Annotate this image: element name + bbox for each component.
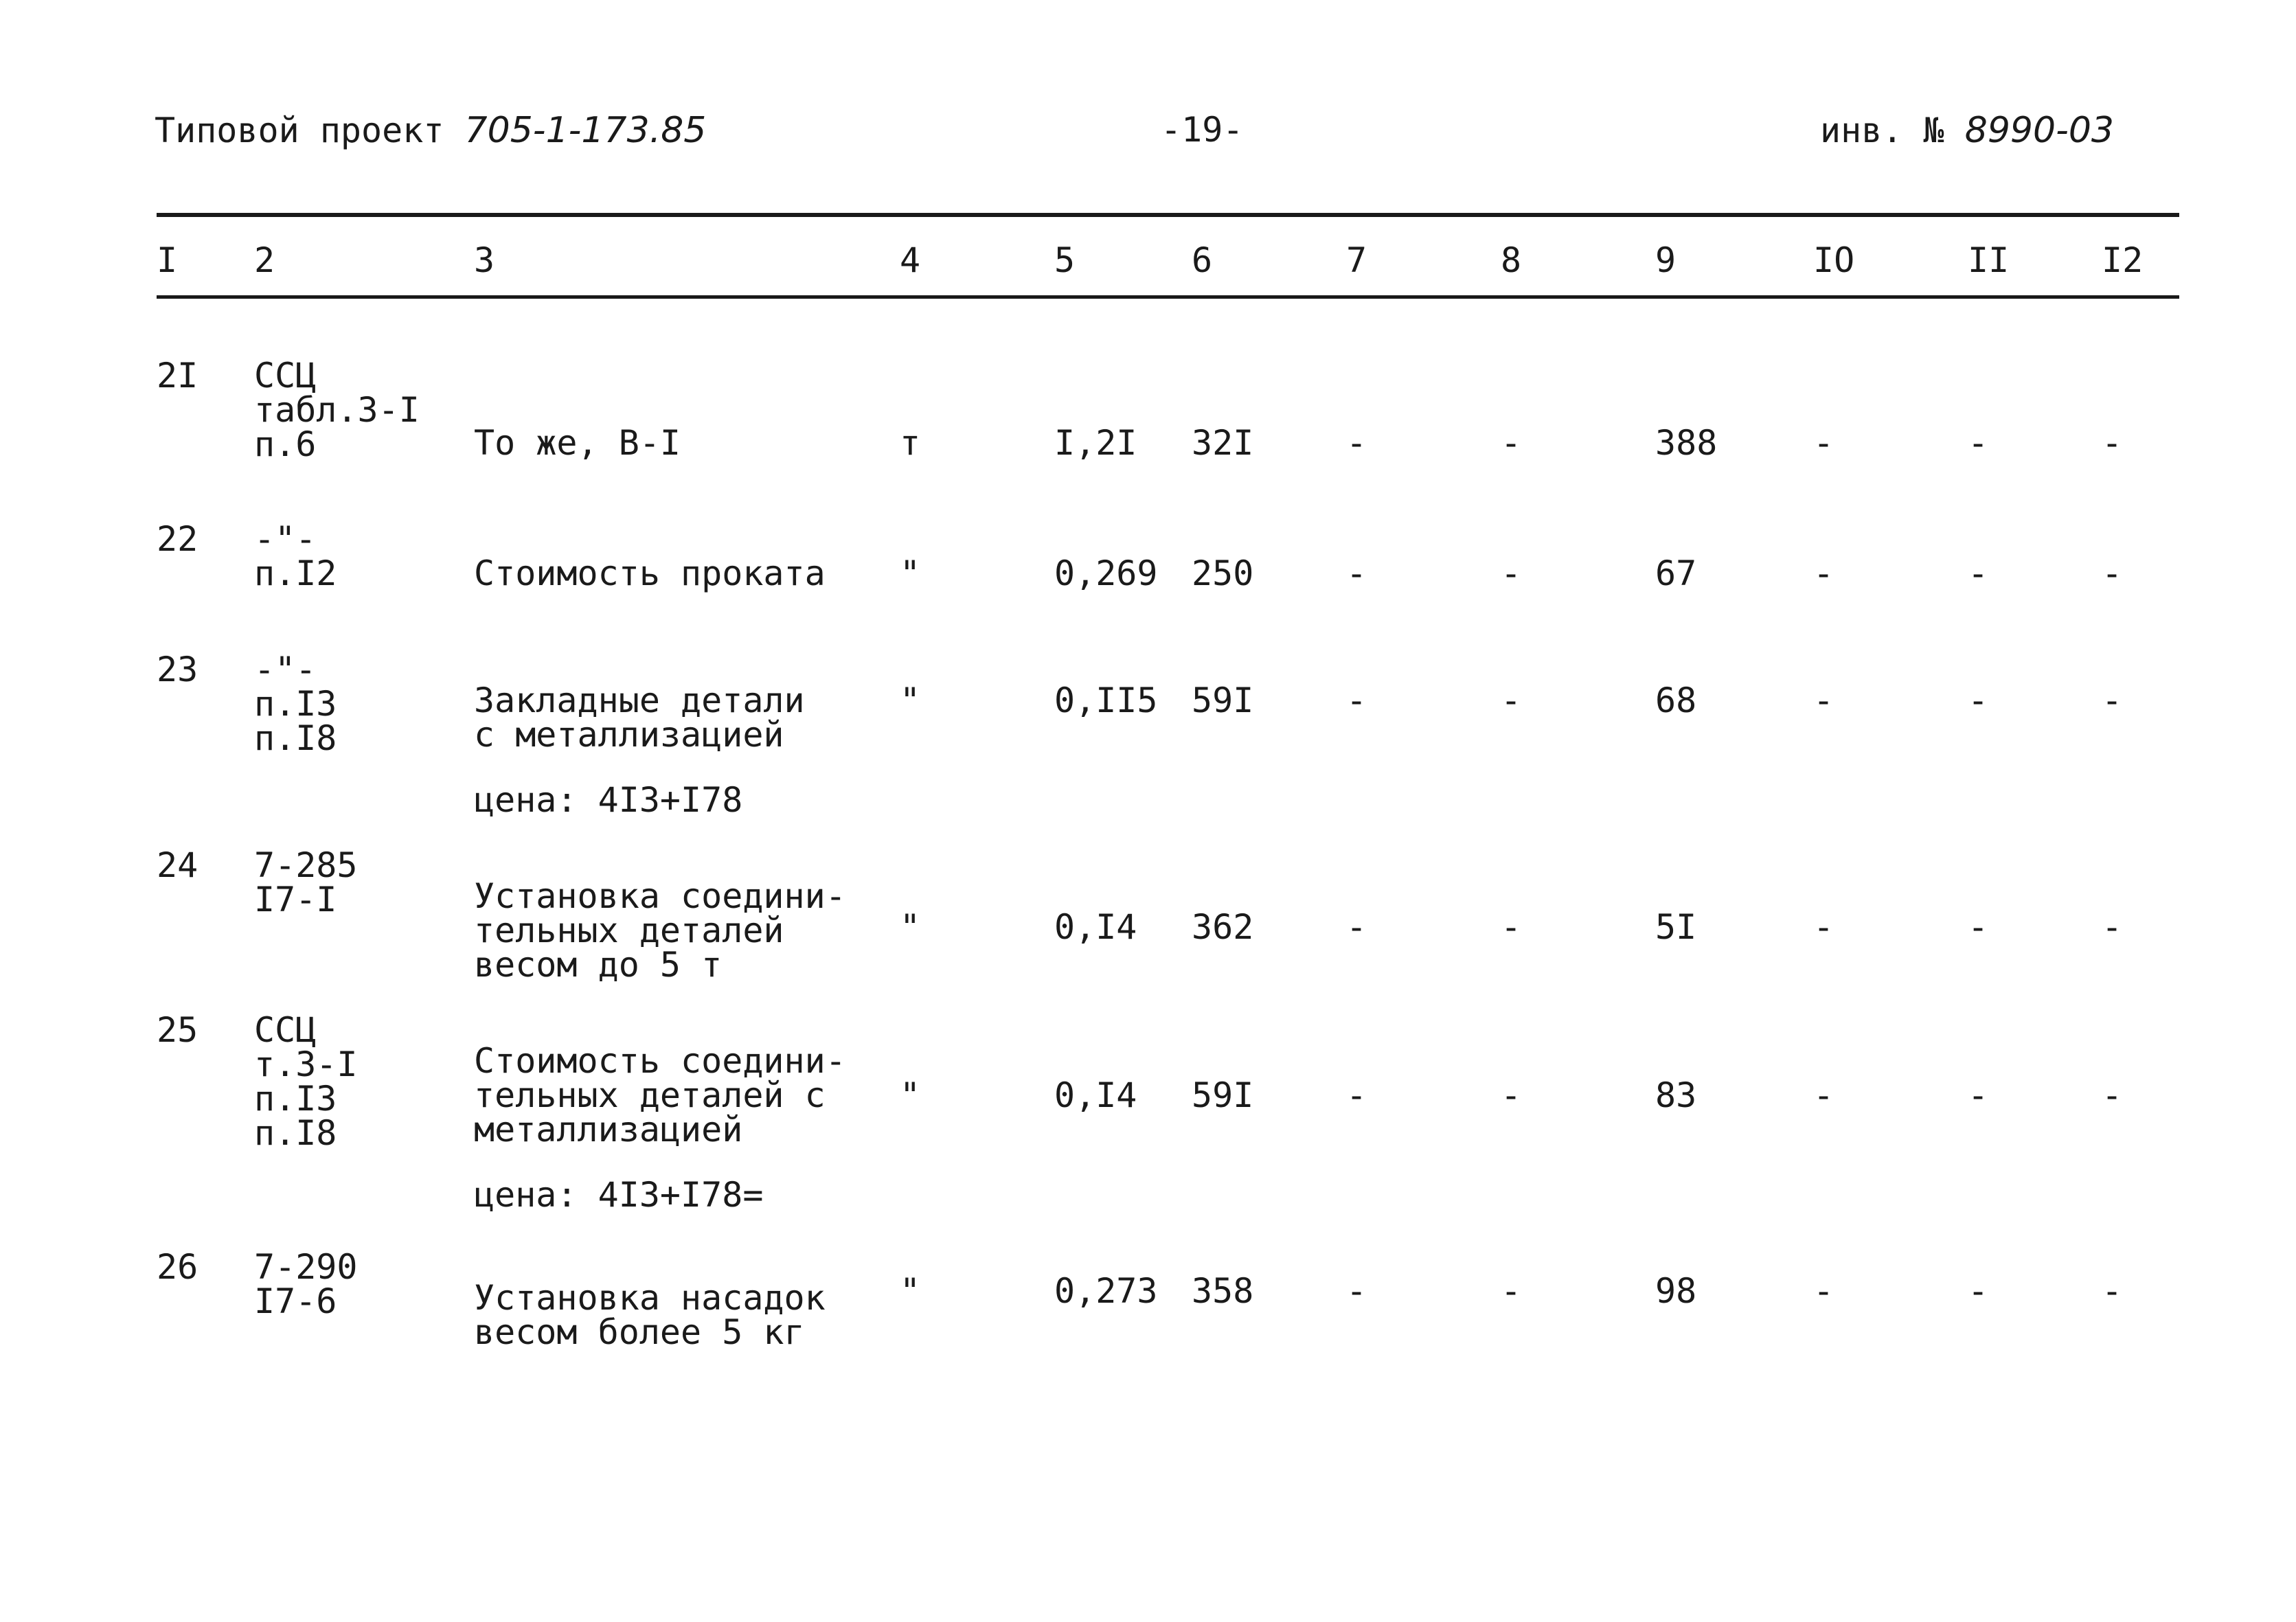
row-number: 26 [157, 1247, 198, 1287]
row-reference [254, 845, 358, 919]
col-7-value: - [1346, 907, 1367, 947]
inventory-header [1820, 110, 2114, 151]
col-10-value: - [1813, 1271, 1834, 1311]
total-cost: 68 [1655, 681, 1697, 720]
reference-line: п.I8 [254, 1113, 337, 1153]
project-label: Типовой проект [155, 111, 444, 150]
quantity: 0,I4 [1054, 907, 1137, 947]
row-description [474, 876, 846, 985]
reference-line: ССЦ [254, 356, 317, 396]
description-line: Стоимость проката [474, 553, 826, 593]
row-description [474, 423, 681, 463]
column-header-6: 6 [1192, 240, 1213, 280]
col-12-value: - [2102, 907, 2123, 947]
col-11-value: - [1968, 553, 1989, 593]
description-line: Установка насадок [474, 1278, 826, 1318]
col-8-value: - [1501, 1075, 1522, 1115]
row-number: 23 [157, 650, 198, 689]
column-header-4: 4 [900, 240, 921, 280]
row-description [474, 681, 805, 820]
unit: " [900, 907, 921, 947]
unit-price: 250 [1192, 553, 1254, 593]
col-8-value: - [1501, 553, 1522, 593]
inventory-label: инв. № [1820, 111, 1944, 150]
unit: " [900, 1271, 921, 1311]
total-cost: 5I [1655, 907, 1697, 947]
row-number: 25 [157, 1010, 198, 1050]
reference-line: I7-6 [254, 1281, 337, 1321]
column-header-1: I [157, 240, 178, 280]
price-note: цена: 4I3+I78 [474, 780, 743, 820]
description-line: металлизацией [474, 1110, 743, 1150]
column-header-10: IO [1813, 240, 1855, 280]
row-number: 2I [157, 356, 198, 396]
description-line: весом до 5 т [474, 945, 723, 985]
col-10-value: - [1813, 553, 1834, 593]
row-number: 22 [157, 519, 198, 559]
row-description [474, 1041, 846, 1215]
unit-price: 59I [1192, 1075, 1254, 1115]
unit-price: 32I [1192, 423, 1254, 463]
col-12-value: - [2102, 681, 2123, 720]
row-description [474, 1278, 826, 1352]
unit-price: 59I [1192, 681, 1254, 720]
row-reference [254, 1010, 358, 1153]
description-line: тельных деталей с [474, 1075, 826, 1115]
page-number: -19- [1161, 110, 1244, 150]
column-header-7: 7 [1346, 240, 1367, 280]
row-reference [254, 519, 337, 593]
project-header [155, 110, 706, 151]
col-12-value: - [2102, 553, 2123, 593]
col-10-value: - [1813, 423, 1834, 463]
description-line: Установка соедини- [474, 876, 846, 916]
col-7-value: - [1346, 681, 1367, 720]
unit: " [900, 1075, 921, 1115]
price-note: цена: 4I3+I78= [474, 1175, 764, 1215]
unit: " [900, 681, 921, 720]
description-line: тельных деталей [474, 911, 784, 950]
column-header-12: I2 [2102, 240, 2144, 280]
description-line: Стоимость соедини- [474, 1041, 846, 1081]
column-header-5: 5 [1054, 240, 1076, 280]
col-8-value: - [1501, 681, 1522, 720]
row-description [474, 553, 826, 593]
col-8-value: - [1501, 907, 1522, 947]
reference-line: ССЦ [254, 1010, 317, 1050]
row-reference [254, 356, 420, 464]
reference-line: -"- [254, 519, 317, 559]
reference-line: 7-285 [254, 845, 358, 885]
col-7-value: - [1346, 553, 1367, 593]
header-rule [157, 295, 2179, 299]
reference-line: п.I8 [254, 718, 337, 758]
column-header-9: 9 [1655, 240, 1676, 280]
total-cost: 98 [1655, 1271, 1697, 1311]
col-11-value: - [1968, 1271, 1989, 1311]
top-rule [157, 213, 2179, 217]
description-line: с металлизацией [474, 715, 784, 755]
total-cost: 83 [1655, 1075, 1697, 1115]
reference-line: I7-I [254, 880, 337, 919]
col-11-value: - [1968, 681, 1989, 720]
col-7-value: - [1346, 1271, 1367, 1311]
col-11-value: - [1968, 423, 1989, 463]
col-7-value: - [1346, 1075, 1367, 1115]
col-10-value: - [1813, 907, 1834, 947]
column-header-3: 3 [474, 240, 495, 280]
col-10-value: - [1813, 681, 1834, 720]
reference-line: п.I3 [254, 684, 337, 724]
project-number: 705-1-173.85 [464, 110, 707, 151]
col-12-value: - [2102, 1075, 2123, 1115]
unit-price: 362 [1192, 907, 1254, 947]
reference-line: т.3-I [254, 1044, 358, 1084]
col-10-value: - [1813, 1075, 1834, 1115]
quantity: 0,I4 [1054, 1075, 1137, 1115]
quantity: 0,273 [1054, 1271, 1158, 1311]
description-line: Закладные детали [474, 681, 805, 720]
unit-price: 358 [1192, 1271, 1254, 1311]
row-reference [254, 1247, 358, 1321]
description-line: весом более 5 кг [474, 1312, 805, 1352]
reference-line: п.6 [254, 424, 317, 464]
reference-line: п.I3 [254, 1079, 337, 1119]
col-12-value: - [2102, 1271, 2123, 1311]
col-7-value: - [1346, 423, 1367, 463]
description-line: То же, В-I [474, 423, 681, 463]
col-12-value: - [2102, 423, 2123, 463]
row-number: 24 [157, 845, 198, 885]
column-header-8: 8 [1501, 240, 1522, 280]
col-8-value: - [1501, 423, 1522, 463]
col-11-value: - [1968, 907, 1989, 947]
total-cost: 67 [1655, 553, 1697, 593]
column-header-11: II [1968, 240, 2010, 280]
reference-line: табл.3-I [254, 390, 420, 430]
inventory-number: 8990-03 [1964, 110, 2115, 151]
quantity: I,2I [1054, 423, 1137, 463]
reference-line: -"- [254, 650, 317, 689]
total-cost: 388 [1655, 423, 1718, 463]
column-header-2: 2 [254, 240, 275, 280]
col-11-value: - [1968, 1075, 1989, 1115]
quantity: 0,269 [1054, 553, 1158, 593]
unit: " [900, 553, 921, 593]
quantity: 0,II5 [1054, 681, 1158, 720]
row-reference [254, 650, 337, 758]
reference-line: п.I2 [254, 553, 337, 593]
unit: т [900, 423, 921, 463]
col-8-value: - [1501, 1271, 1522, 1311]
reference-line: 7-290 [254, 1247, 358, 1287]
